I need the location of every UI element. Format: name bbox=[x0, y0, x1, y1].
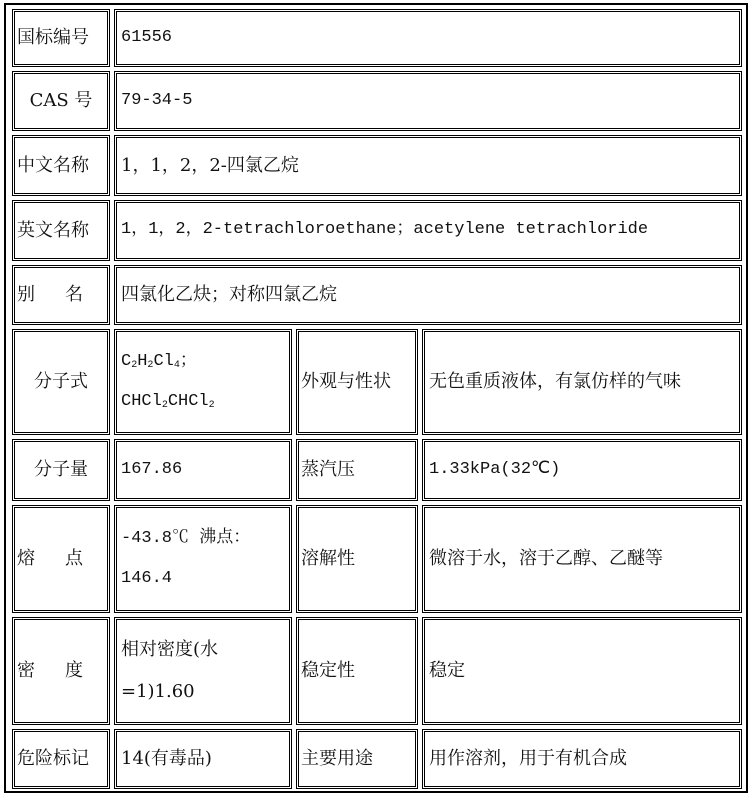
label-solubility: 溶解性 bbox=[296, 505, 418, 613]
label-english-name: 英文名称 bbox=[12, 200, 110, 261]
value-melting-boiling bbox=[114, 505, 292, 613]
melting-line-1: -43.8℃ 沸点： bbox=[121, 528, 251, 548]
label-melting-point bbox=[12, 505, 110, 613]
label-stability: 稳定性 bbox=[296, 617, 418, 725]
chemical-info-table bbox=[4, 3, 748, 793]
label-main-use: 主要用途 bbox=[296, 729, 418, 789]
label-density bbox=[12, 617, 110, 725]
label-molecular-weight: 分子量 bbox=[12, 439, 110, 501]
value-hazard: 14(有毒品) bbox=[114, 729, 292, 789]
label-un-number: 国标编号 bbox=[12, 9, 110, 67]
label-cas: CAS 号 bbox=[12, 71, 110, 131]
formula-line-2: CHCl$_2$CHCl$_2$ bbox=[121, 392, 215, 411]
value-english-name: 1，1，2，2-tetrachloroethane；acetylene tetrachloride bbox=[114, 200, 742, 261]
value-solubility: 微溶于水，溶于乙醇、乙醚等 bbox=[422, 505, 742, 613]
formula-line-1: $C_2H_2Cl_4$； bbox=[121, 351, 197, 371]
label-appearance: 外观与性状 bbox=[296, 329, 418, 435]
value-appearance: 无色重质液体，有氯仿样的气味 bbox=[422, 329, 742, 435]
label-density-text: 密 度 bbox=[17, 660, 89, 682]
value-main-use: 用作溶剂，用于有机合成 bbox=[422, 729, 742, 789]
value-vapor-pressure: 1.33kPa(32℃) bbox=[422, 439, 742, 501]
density-line-1: 相对密度(水 bbox=[121, 639, 219, 661]
density-line-2: =1)1.60 bbox=[121, 681, 195, 702]
value-stability: 稳定 bbox=[422, 617, 742, 725]
value-un-number: 61556 bbox=[114, 9, 742, 67]
label-melting-point-text: 熔 点 bbox=[17, 548, 89, 570]
value-cas: 79-34-5 bbox=[114, 71, 742, 131]
melting-line-2: 146.4 bbox=[121, 569, 173, 588]
value-chinese-name: 1，1，2，2-四氯乙烷 bbox=[114, 135, 742, 196]
label-alias bbox=[12, 265, 110, 325]
label-vapor-pressure: 蒸汽压 bbox=[296, 439, 418, 501]
value-formula bbox=[114, 329, 292, 435]
label-hazard: 危险标记 bbox=[12, 729, 110, 789]
label-alias-text: 别 名 bbox=[17, 284, 89, 306]
value-density bbox=[114, 617, 292, 725]
label-chinese-name: 中文名称 bbox=[12, 135, 110, 196]
value-molecular-weight: 167.86 bbox=[114, 439, 292, 501]
value-alias: 四氯化乙炔；对称四氯乙烷 bbox=[114, 265, 742, 325]
label-formula: 分子式 bbox=[12, 329, 110, 435]
